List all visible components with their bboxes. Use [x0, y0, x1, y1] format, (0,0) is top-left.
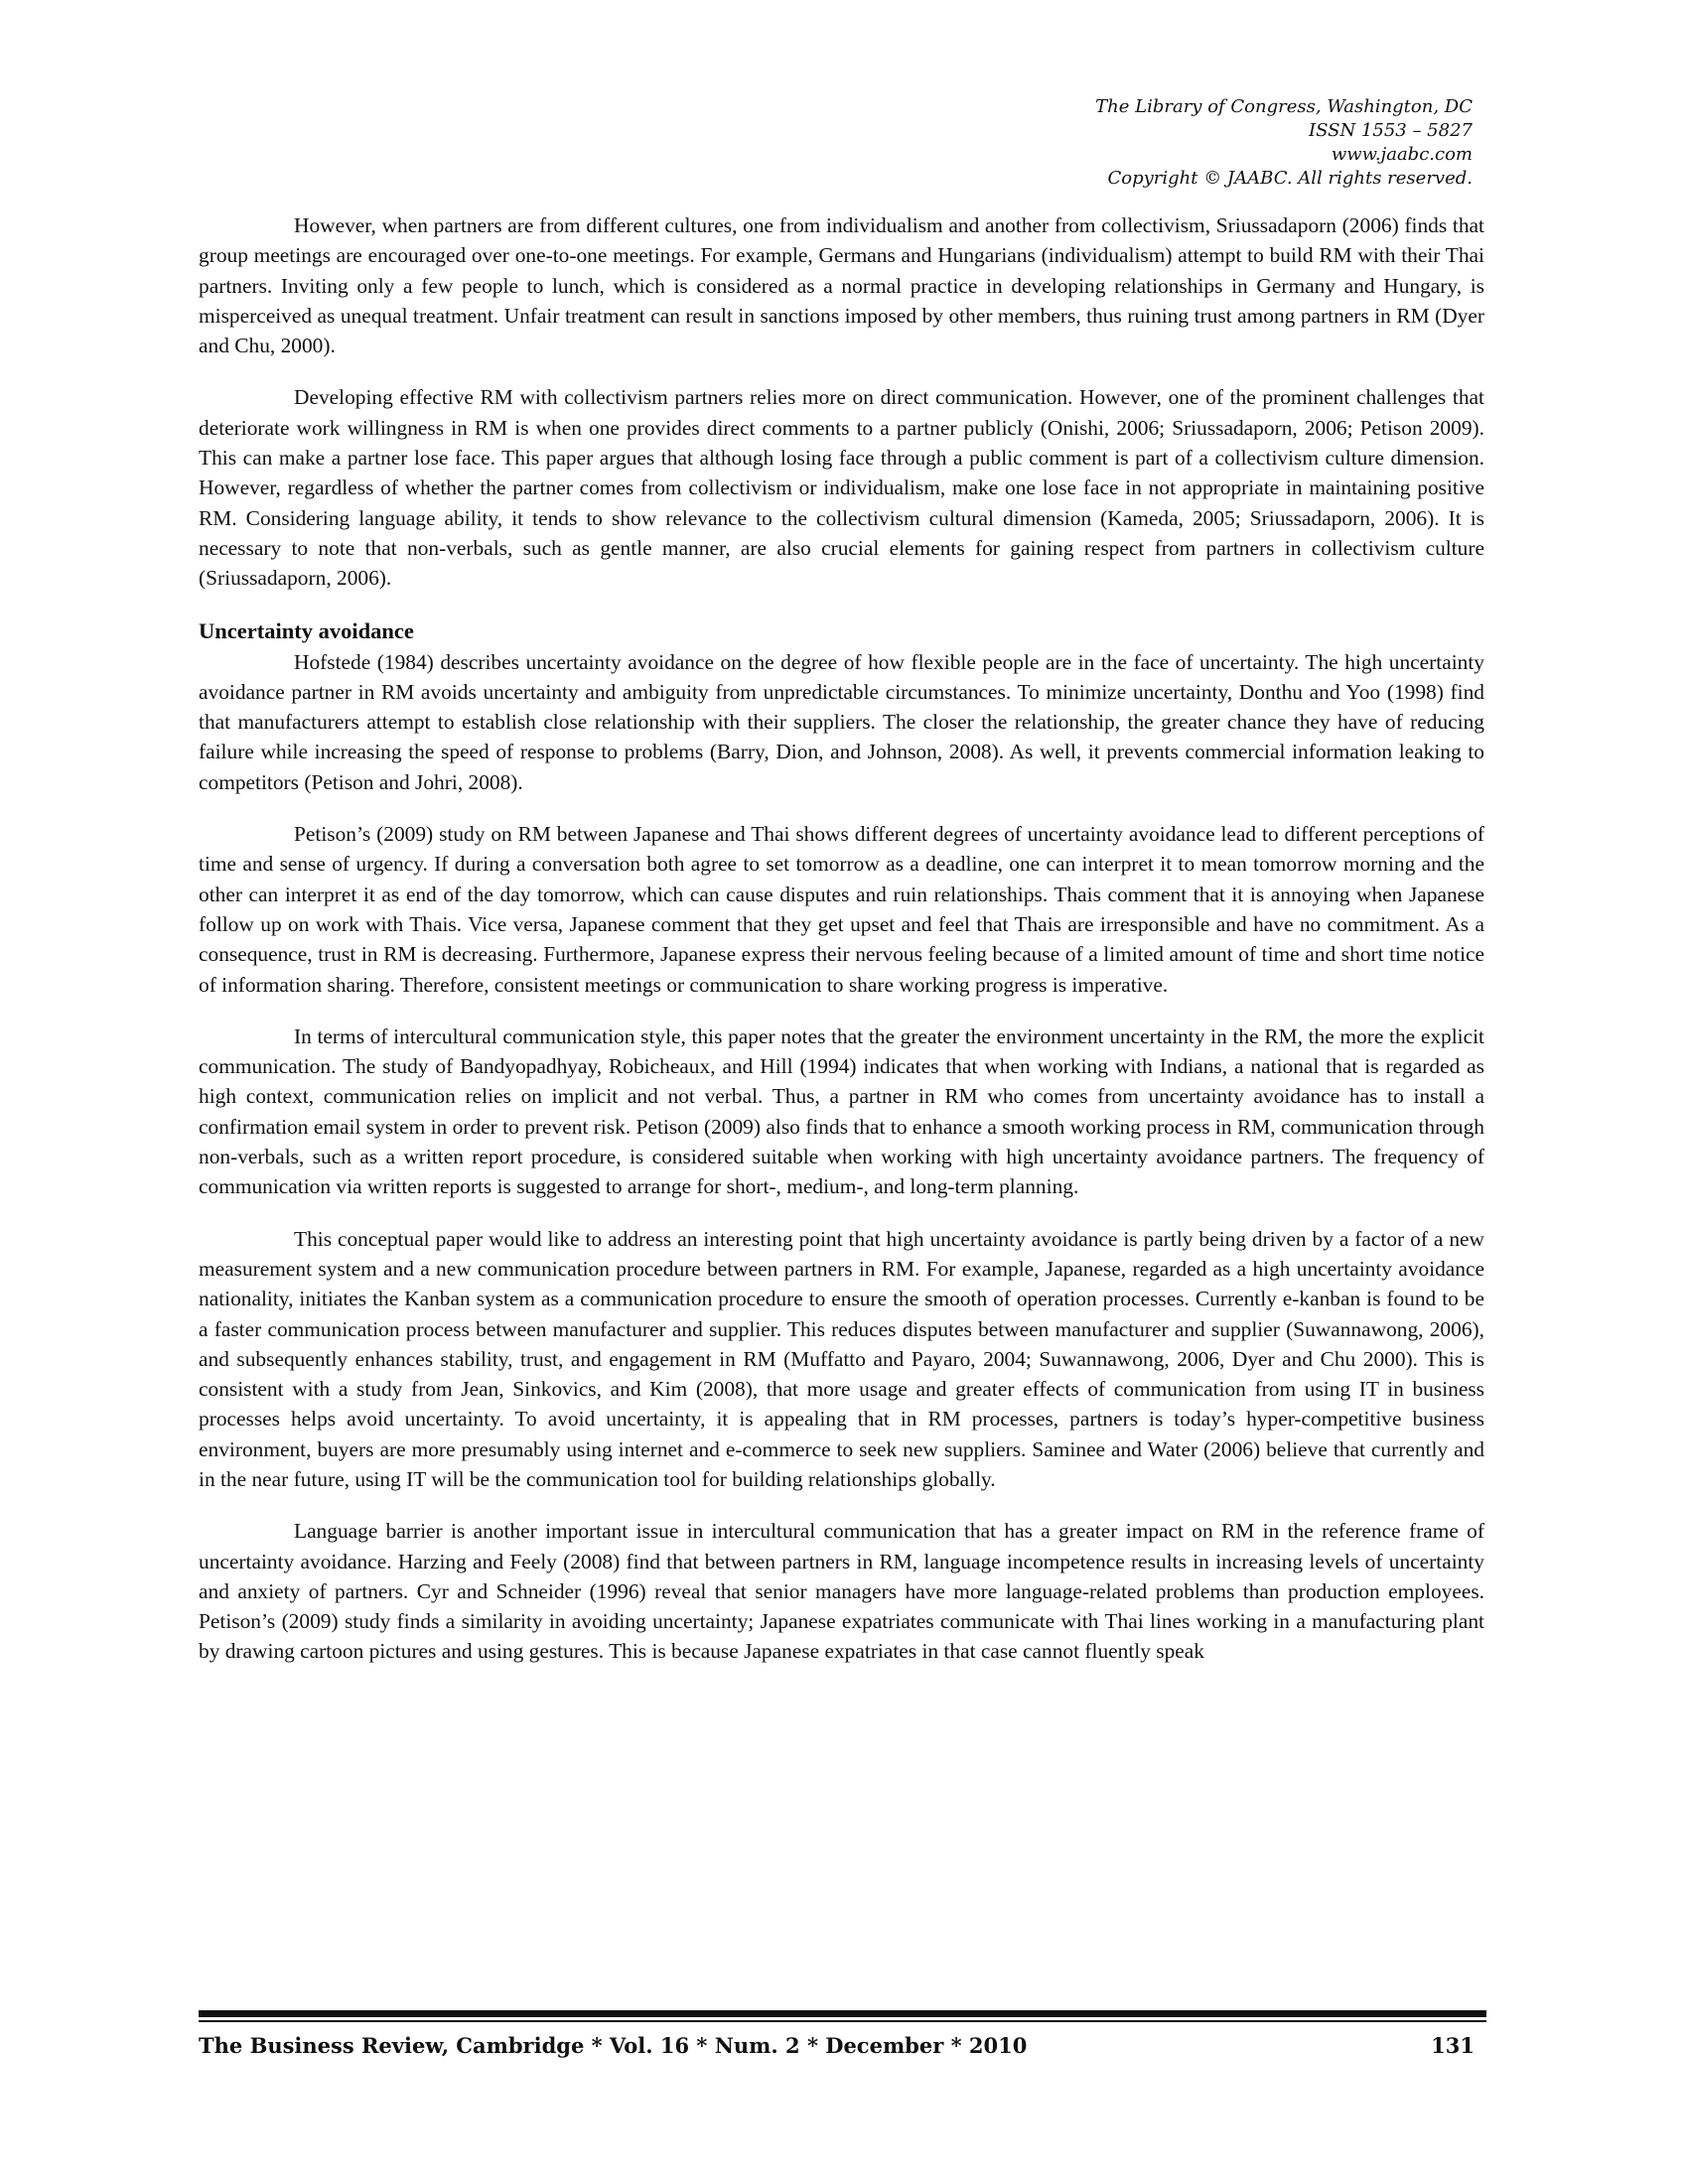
paragraph-collectivism-communication: Developing effective RM with collectivism partners relies more on direct communication. However, one of the prominent challenges that deteriorate work willingness in RM is when one provides direct comments to a partner publicly (Onishi, 2006; Sriussadaporn, 2006; Petison 2009). This can make a partner lose face. This paper argues that although losing face through a public comment is part of a collectivism culture dimension. However, regardless of whether the partner comes from collectivism or individualism, make one lose face in not appropriate in maintaining positive RM. Considering language ability, it tends to show relevance to the collectivism cultural dimension (Kameda, 2005; Sriussadaporn, 2006). It is necessary to note that non-verbals, such as gentle manner, are also crucial elements for gaining respect from partners in collectivism culture (Sriussadaporn, 2006). [199, 385, 1484, 591]
paragraph-cultures-meetings: However, when partners are from different cultures, one from individualism and another from collectivism, Sriussadaporn (2006) finds that group meetings are encouraged over one-to-one meetings. For example, Germans and Hungarians (individualism) attempt to build RM with their Thai partners. Inviting only a few people to lunch, which is considered as a normal practice in developing relationships in Germany and Hungary, is misperceived as unequal treatment. Unfair treatment can result in sanctions imposed by other members, thus ruining trust among partners in RM (Dyer and Chu, 2000). [199, 213, 1484, 358]
header-website-line: www.jaabc.com [1331, 144, 1473, 165]
footer-rule-thin [199, 2020, 1486, 2022]
paragraph-petison-japanese-thai: Petison’s (2009) study on RM between Japanese and Thai shows different degrees of uncertainty avoidance lead to different perceptions of time and sense of urgency. If during a conversation both agree to set tomorrow as a deadline, one can interpret it to mean tomorrow morning and the other can interpret it as end of the day tomorrow, which can cause disputes and ruin relationships. Thais comment that it is annoying when Japanese follow up on work with Thais. Vice versa, Japanese comment that they get upset and feel that Thais are irresponsible and have no commitment. As a consequence, trust in RM is decreasing. Furthermore, Japanese express their nervous feeling because of a limited amount of time and short time notice of information sharing. Therefore, consistent meetings or communication to share working progress is imperative. [199, 822, 1484, 997]
footer-rule-thick [199, 2010, 1486, 2017]
section-heading-uncertainty-avoidance: Uncertainty avoidance [199, 617, 414, 643]
paragraph-language-barrier: Language barrier is another important issue in intercultural communication that has a greater impact on RM in the reference frame of uncertainty avoidance. Harzing and Feely (2008) find that between partners in RM, language incompetence results in increasing levels of uncertainty and anxiety of partners. Cyr and Schneider (1996) reveal that senior managers have more language-related problems than production employees. Petison’s (2009) study finds a similarity in avoiding uncertainty; Japanese expatriates communicate with Thai lines working in a manufacturing plant by drawing cartoon pictures and using gestures. This is because Japanese expatriates in that case cannot fluently speak [199, 1519, 1484, 1664]
page-footer [199, 2031, 1486, 2061]
article-body [199, 210, 1484, 1689]
paragraph-intercultural-style: In terms of intercultural communication style, this paper notes that the greater the environment uncertainty in the RM, the more the explicit communication. The study of Bandyopadhyay, Robicheaux, and Hill (1994) indicates that when working with Indians, a national that is regarded as high context, communication relies on implicit and not verbal. Thus, a partner in RM who comes from uncertainty avoidance has to install a confirmation email system in order to prevent risk. Petison (2009) also finds that to enhance a smooth working process in RM, communication through non-verbals, such as a written report procedure, is considered suitable when working with high uncertainty avoidance partners. The frequency of communication via written reports is suggested to arrange for short-, medium-, and long-term planning. [199, 1024, 1484, 1199]
page-header [777, 95, 1473, 191]
paragraph-hofstede: Hofstede (1984) describes uncertainty avoidance on the degree of how flexible people are in the face of uncertainty. The high uncertainty avoidance partner in RM avoids uncertainty and ambiguity from unpredictable circumstances. To minimize uncertainty, Donthu and Yoo (1998) find that manufacturers attempt to establish close relationship with their suppliers. The closer the relationship, the greater chance they have of reducing failure while increasing the speed of response to problems (Barry, Dion, and Johnson, 2008). As well, it prevents commercial information leaking to competitors (Petison and Johri, 2008). [199, 649, 1484, 794]
header-library-line: The Library of Congress, Washington, DC [1095, 96, 1473, 117]
paragraph-measurement-system: This conceptual paper would like to address an interesting point that high uncertainty avoidance is partly being driven by a factor of a new measurement system and a new communication procedure between partners in RM. For example, Japanese, regarded as a high uncertainty avoidance nationality, initiates the Kanban system as a communication procedure to ensure the smooth of operation processes. Currently e-kanban is found to be a faster communication process between manufacturer and supplier. This reduces disputes between manufacturer and supplier (Suwannawong, 2006), and subsequently enhances stability, trust, and engagement in RM (Muffatto and Payaro, 2004; Suwannawong, 2006, Dyer and Chu 2000). This is consistent with a study from Jean, Sinkovics, and Kim (2008), that more usage and greater effects of communication from using IT in business processes helps avoid uncertainty. To avoid uncertainty, it is appealing that in RM processes, partners is today’s hyper-competitive business environment, buyers are more presumably using internet and e-commerce to seek new suppliers. Saminee and Water (2006) believe that currently and in the near future, using IT will be the communication tool for building relationships globally. [199, 1226, 1484, 1491]
header-issn-line: ISSN 1553 – 5827 [1309, 120, 1473, 141]
header-copyright-line: Copyright © JAABC. All rights reserved. [1107, 168, 1473, 189]
footer-journal-citation: The Business Review, Cambridge * Vol. 16 * Num. 2 * December * 2010 [199, 2033, 1028, 2058]
page-number: 131 [1431, 2033, 1475, 2058]
